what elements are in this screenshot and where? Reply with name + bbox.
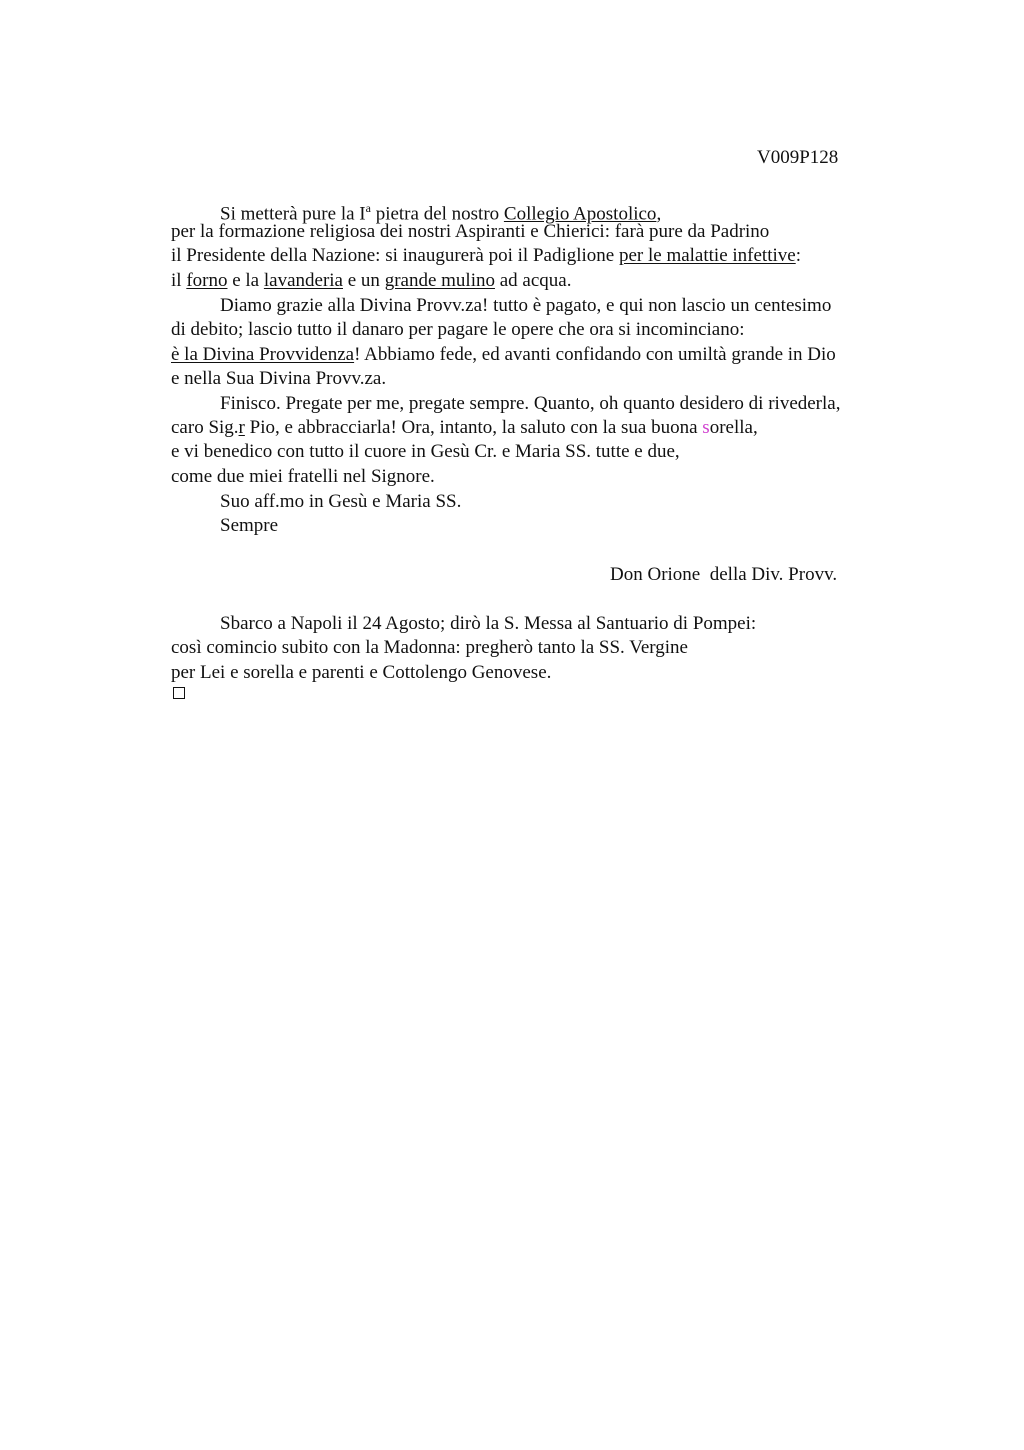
text-span: caro Sig. bbox=[171, 417, 239, 438]
paragraph-3-line-1: Finisco. Pregate per me, pregate sempre. Quanto, oh quanto desidero di rivederla, bbox=[220, 393, 841, 414]
postscript-line-3: per Lei e sorella e parenti e Cottolengo Genovese. bbox=[171, 662, 552, 683]
underlined-text: è la Divina Provvidenza bbox=[171, 344, 355, 365]
text-span: , bbox=[656, 203, 662, 225]
text-span: ! Abbiamo fede, ed avanti confidando con umiltà grande in Dio bbox=[354, 344, 836, 365]
paragraph-2-line-2: di debito; lascio tutto il danaro per pagare le opere che ora si incominciano: bbox=[171, 319, 745, 340]
closing-line-1: Suo aff.mo in Gesù e Maria SS. bbox=[220, 491, 462, 512]
underlined-text: grande mulino bbox=[384, 270, 495, 291]
text-span: orella, bbox=[709, 417, 758, 438]
underlined-text: per le malattie infettive bbox=[618, 245, 796, 266]
underlined-text: forno bbox=[186, 270, 228, 291]
text-span: il bbox=[171, 270, 187, 291]
paragraph-2-line-4: e nella Sua Divina Provv.za. bbox=[171, 368, 387, 389]
text-span: Si metterà pure la I bbox=[220, 203, 366, 225]
paragraph-3-line-2 bbox=[171, 416, 758, 440]
underlined-text: lavanderia bbox=[263, 270, 343, 291]
page-identifier: V009P128 bbox=[757, 147, 839, 168]
highlighted-letter: s bbox=[702, 417, 710, 438]
text-span: e un bbox=[343, 270, 385, 291]
end-of-document-box bbox=[173, 687, 185, 699]
paragraph-3-line-4: come due miei fratelli nel Signore. bbox=[171, 466, 435, 487]
text-span: il Presidente della Nazione: si inaugurerà poi il Padiglione bbox=[171, 245, 619, 266]
signature: Don Orione della Div. Provv. bbox=[610, 564, 838, 585]
postscript-line-2: così comincio subito con la Madonna: pregherò tanto la SS. Vergine bbox=[171, 637, 688, 658]
paragraph-1-line-4 bbox=[171, 269, 571, 293]
postscript-line-1: Sbarco a Napoli il 24 Agosto; dirò la S. Messa al Santuario di Pompei: bbox=[220, 613, 757, 634]
superscript: a bbox=[365, 201, 371, 215]
text-span: Pio, e abbracciarla! Ora, intanto, la saluto con la sua buona bbox=[244, 417, 703, 438]
paragraph-3-line-3: e vi benedico con tutto il cuore in Gesù Cr. e Maria SS. tutte e due, bbox=[171, 441, 680, 462]
underlined-text: Collegio Apostolico bbox=[503, 203, 657, 225]
text-span: pietra del nostro bbox=[370, 203, 504, 225]
text-span: ad acqua. bbox=[494, 270, 572, 291]
text-span: e la bbox=[227, 270, 264, 291]
paragraph-1-line-2: per la formazione religiosa dei nostri Aspiranti e Chierici: farà pure da Padrino bbox=[171, 221, 770, 242]
underlined-text: r bbox=[238, 417, 245, 438]
text-span: : bbox=[795, 245, 801, 266]
closing-line-2: Sempre bbox=[220, 515, 279, 536]
paragraph-1-line-3 bbox=[171, 244, 801, 268]
paragraph-2-line-3 bbox=[171, 343, 836, 367]
paragraph-2-line-1: Diamo grazie alla Divina Provv.za! tutto è pagato, e qui non lascio un centesimo bbox=[220, 295, 832, 316]
